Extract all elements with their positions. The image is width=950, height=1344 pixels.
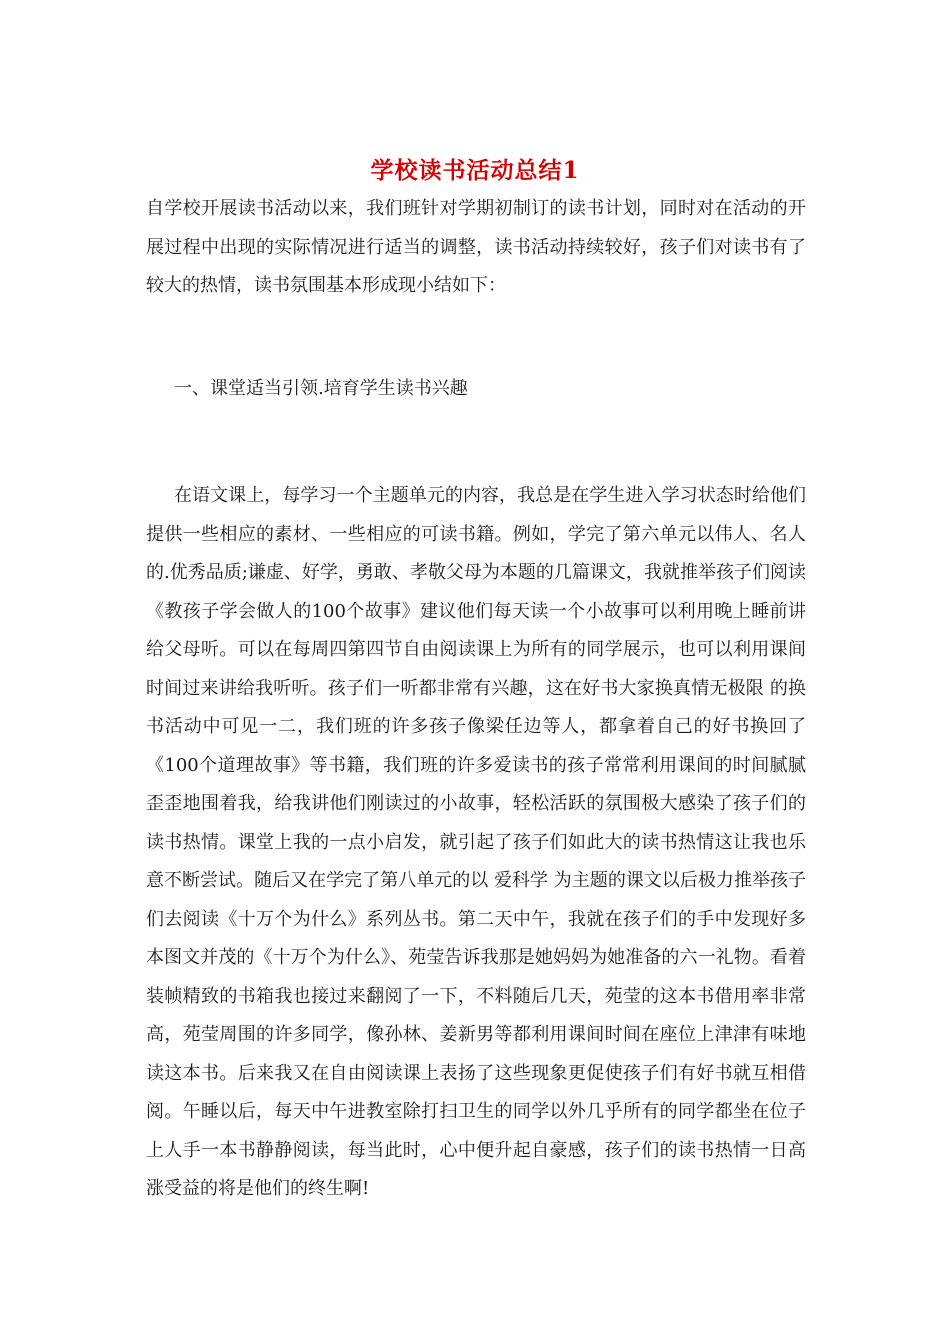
document-title: 学校读书活动总结1 — [370, 157, 580, 184]
section-heading: 一、课堂适当引领.培育学生读书兴趣 — [174, 378, 468, 399]
intro-paragraph: 自学校开展读书活动以来，我们班针对学期初制订的读书计划，同时对在活动的开展过程中出现的实际情况进行适当的调整，读书活动持续较好，孩子们对读书有了较大的热情，读书氛围基本形成现小结如下： — [146, 198, 806, 296]
body-paragraph: 在语文课上，每学习一个主题单元的内容，我总是在学生进入学习状态时给他们提供一些相应的素材、一些相应的可读书籍。例如，学完了第六单元以伟人、名人的.优秀品质;谦虚、好学，勇敢、孝敬父母为本题的几篇课文，我就推举孩子们阅读《教孩子学会做人的100个故事》建议他们每天读一个小故事可以利用晚上睡前讲给父母听。可以在每周四第四节自由阅读课上为所有的同学展示，也可以利用课间时间过来讲给我听听。孩子们一听都非常有兴趣，这在好书大家换真情无极限 的换书活动中可见一二，我们班的许多孩子像梁任边等人，都拿着自己的好书换回了《100个道理故事》等书籍，我们班的许多爱读书的孩子常常利用课间的时间腻腻歪歪地围着我，给我讲他们刚读过的小故事，轻松活跃的氛围极大感染了孩子们的读书热情。课堂上我的一点小启发，就引起了孩子们如此大的读书热情这让我也乐意不断尝试。随后又在学完了第八单元的以 爱科学 为主题的课文以后极力推举孩子们去阅读《十万个为什么》系列丛书。第二天中午，我就在孩子们的手中发现好多本图文并茂的《十万个为什么》、苑莹告诉我那是她妈妈为她准备的六一礼物。看着装帧精致的书箱我也接过来翻阅了一下，不料随后几天，苑莹的这本书借用率非常高，苑莹周围的许多同学，像孙林、姜新男等都利用课间时间在座位上津津有味地读这本书。后来我又在自由阅读课上表扬了这些现象更促使孩子们有好书就互相借阅。午睡以后，每天中午进教室除打扫卫生的同学以外几乎所有的同学都坐在位子上人手一本书静静阅读，每当此时，心中便升起自豪感，孩子们的读书热情一日高涨受益的将是他们的终生啊! — [146, 485, 806, 1199]
